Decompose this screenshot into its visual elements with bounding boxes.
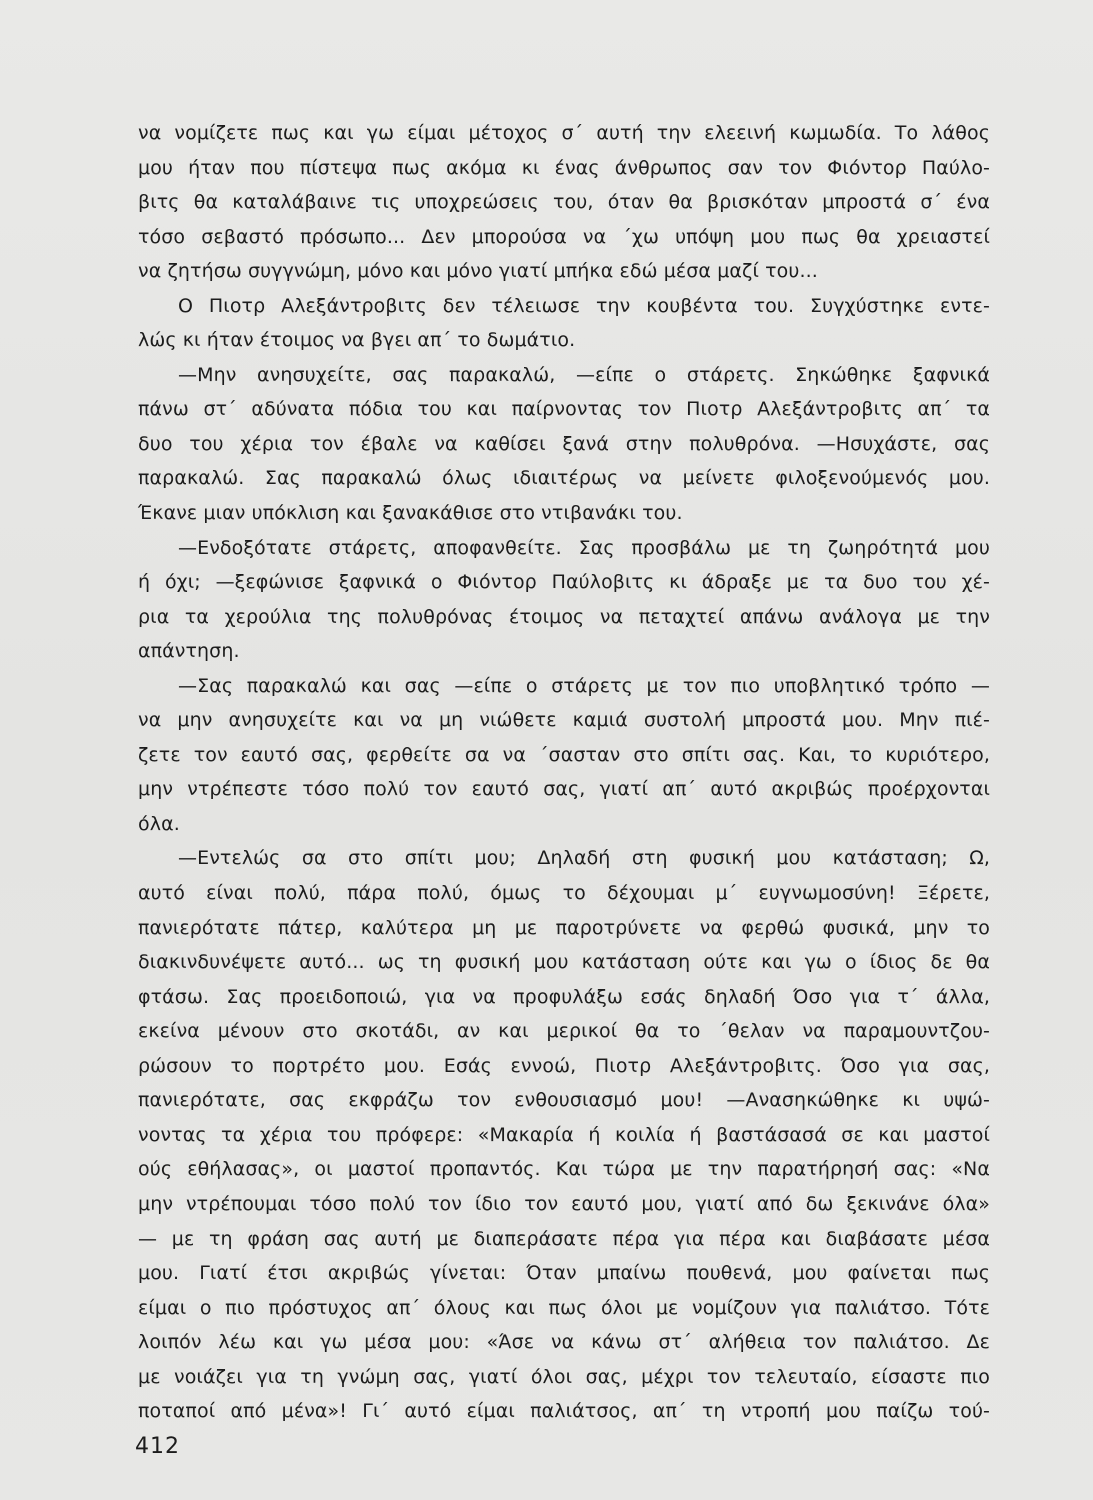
text-line: —Ενδοξότατε στάρετς, αποφανθείτε. Σας προσβάλω με τη ζωηρότητά μου [178,536,990,559]
text-line: παρακαλώ. Σας παρακαλώ όλως ιδιαιτέρως να μείνετε φιλοξενούμενός μου. [138,467,990,490]
text-line: ζετε τον εαυτό σας, φερθείτε σα να ΄σασταν στο σπίτι σας. Και, το κυριότερο, [138,743,990,766]
text-line: λώς κι ήταν έτοιμος να βγει απ΄ το δωμάτιο. [138,329,576,352]
text-line: ρώσουν το πορτρέτο μου. Εσάς εννοώ, Πιοτρ Αλεξάντροβιτς. Όσο για σας, [138,1054,990,1077]
text-line: μου. Γιατί έτσι ακριβώς γίνεται: Όταν μπαίνω πουθενά, μου φαίνεται πως [138,1262,990,1285]
page-number: 412 [135,1434,180,1459]
text-line: —Σας παρακαλώ και σας —είπε ο στάρετς με τον πιο υποβλητικό τρόπο — [178,674,990,697]
text-line: Ο Πιοτρ Αλεξάντροβιτς δεν τέλειωσε την κουβέντα του. Συγχύστηκε εντε- [178,294,990,317]
text-line: αυτό είναι πολύ, πάρα πολύ, όμως το δέχουμαι μ΄ ευγνωμοσύνη! Ξέρετε, [138,882,990,905]
text-line: να μην ανησυχείτε και να μη νιώθετε καμιά συστολή μπροστά μου. Μην πιέ- [138,709,990,732]
text-line: λοιπόν λέω και γω μέσα μου: «Άσε να κάνω στ΄ αλήθεια τον παλιάτσο. Δε [138,1331,990,1354]
text-line: απάντηση. [138,640,240,663]
text-line: —Εντελώς σα στο σπίτι μου; Δηλαδή στη φυσική μου κατάσταση; Ω, [178,847,990,870]
text-line: τόσο σεβαστό πρόσωπο... Δεν μπορούσα να ΄χω υπόψη μου πως θα χρειαστεί [138,225,990,248]
text-line: ποταποί από μένα»! Γι΄ αυτό είμαι παλιάτσος, απ΄ τη ντροπή μου παίζω τού- [138,1400,990,1423]
text-line: μου ήταν που πίστεψα πως ακόμα κι ένας άνθρωπος σαν τον Φιόντορ Παύλο- [138,156,990,179]
text-line: μην ντρέπεστε τόσο πολύ τον εαυτό σας, γιατί απ΄ αυτό ακριβώς προέρχονται [138,778,990,801]
text-line: πάνω στ΄ αδύνατα πόδια του και παίρνοντας τον Πιοτρ Αλεξάντροβιτς απ΄ τα [138,398,990,421]
text-line: μην ντρέπουμαι τόσο πολύ τον ίδιο τον εαυτό μου, γιατί από δω ξεκινάνε όλα» [138,1192,990,1215]
text-line: ή όχι; —ξεφώνισε ξαφνικά ο Φιόντορ Παύλοβιτς κι άδραξε με τα δυο του χέ- [138,571,990,594]
text-line: όλα. [138,812,180,835]
text-line: διακινδυνέψετε αυτό... ως τη φυσική μου κατάσταση ούτε και γω ο ίδιος δε θα [138,951,990,974]
text-line: να ζητήσω συγγνώμη, μόνο και μόνο γιατί μπήκα εδώ μέσα μαζί του... [138,260,818,283]
text-line: — με τη φράση σας αυτή με διαπεράσατε πέρα για πέρα και διαβάσατε μέσα [138,1227,990,1250]
text-line: βιτς θα καταλάβαινε τις υποχρεώσεις του, όταν θα βρισκόταν μπροστά σ΄ ένα [138,191,990,214]
text-line: Έκανε μιαν υπόκλιση και ξανακάθισε στο ντιβανάκι του. [138,502,683,525]
text-line: πανιερότατε, σας εκφράζω τον ενθουσιασμό μου! —Ανασηκώθηκε κι υψώ- [138,1089,990,1112]
text-line: φτάσω. Σας προειδοποιώ, για να προφυλάξω εσάς δηλαδή Όσο για τ΄ άλλα, [138,985,990,1008]
text-line: νοντας τα χέρια του πρόφερε: «Μακαρία ή κοιλία ή βαστάσασά σε και μαστοί [138,1123,990,1146]
text-line: πανιερότατε πάτερ, καλύτερα μη με παροτρύνετε να φερθώ φυσικά, μην το [138,916,990,939]
text-line: ούς εθήλασας», οι μαστοί προπαντός. Και τώρα με την παρατήρησή σας: «Να [138,1158,990,1181]
text-line: εκείνα μένουν στο σκοτάδι, αν και μερικοί θα το ΄θελαν να παραμουντζου- [138,1020,990,1043]
text-line: δυο του χέρια τον έβαλε να καθίσει ξανά στην πολυθρόνα. —Ησυχάστε, σας [138,432,990,455]
text-line: με νοιάζει για τη γνώμη σας, γιατί όλοι σας, μέχρι τον τελευταίο, είσαστε πιο [138,1365,990,1388]
text-line: —Μην ανησυχείτε, σας παρακαλώ, —είπε ο στάρετς. Σηκώθηκε ξαφνικά [178,363,990,386]
text-line: ρια τα χερούλια της πολυθρόνας έτοιμος να πεταχτεί απάνω ανάλογα με την [138,605,990,628]
text-line: είμαι ο πιο πρόστυχος απ΄ όλους και πως όλοι με νομίζουν για παλιάτσο. Τότε [138,1296,990,1319]
text-line: να νομίζετε πως και γω είμαι μέτοχος σ΄ αυτή την ελεεινή κωμωδία. Το λάθος [138,122,990,144]
body-text [138,116,990,1429]
